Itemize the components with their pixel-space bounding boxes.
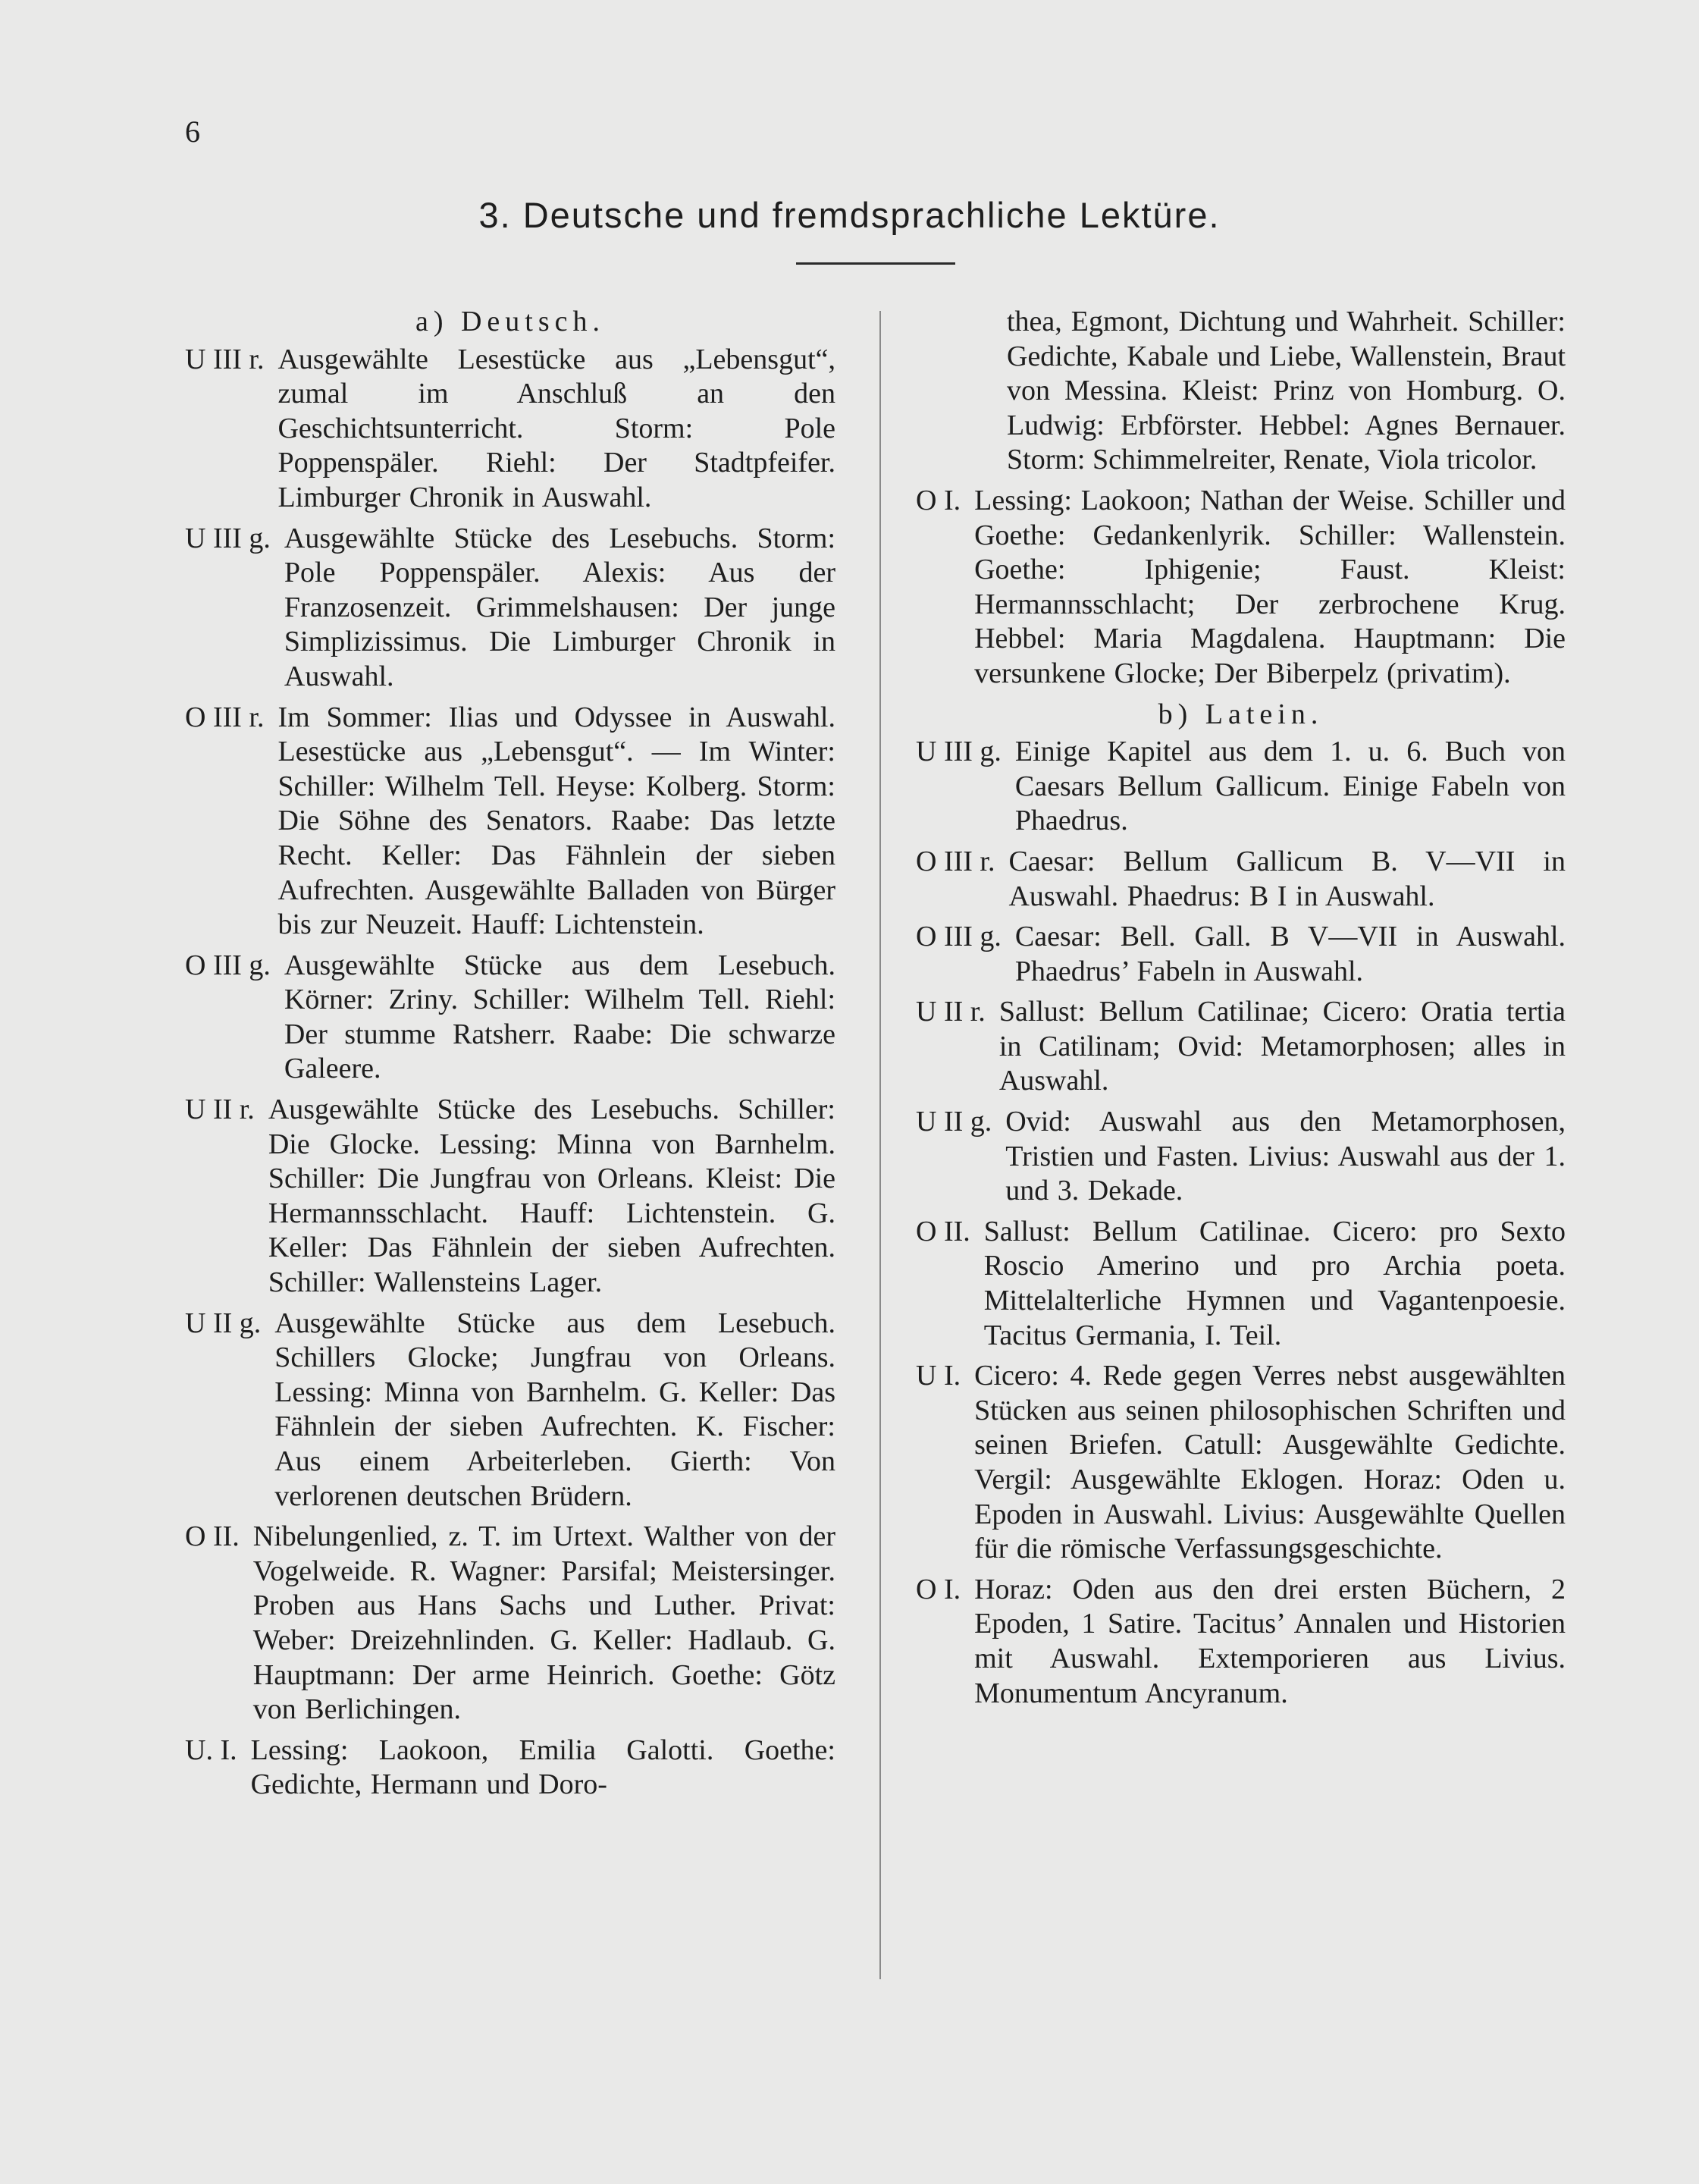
class-label: O III r. [185,701,265,733]
list-item [916,920,1566,989]
class-label: U. I. [185,1734,237,1766]
reading-list: Sallust: Bellum Catilinae; Cicero: Oratia tertia in Catilinam; Ovid: Metamorphosen; alles in Auswahl. [998,996,1566,1097]
class-label: O II. [185,1520,240,1553]
list-item [916,1359,1566,1567]
reading-list: Im Sommer: Ilias und Odyssee in Auswahl. Lesestücke aus „Lebensgut“. — Im Winter: Schiller: Wilhelm Tell. Heyse: Kolberg. Storm: Die Söhne des Senators. Raabe: Das letzte Recht. Keller: Das Fähnlein der sieben Aufrechten. Ausgewählte Balladen von Bürger bis zur Neuzeit. Hauff: Lichtenstein. [277,701,835,941]
class-label: O II. [916,1215,970,1247]
class-label: U III g. [185,522,271,554]
reading-list: Einige Kapitel aus dem 1. u. 6. Buch von Caesars Bellum Gallicum. Einige Fabeln von Phaedrus. [1014,736,1566,837]
class-label: U II g. [916,1106,992,1138]
title-rule [796,262,955,265]
reading-list: Lessing: Laokoon, Emilia Galotti. Goethe: Gedichte, Hermann und Doro- [250,1734,835,1801]
page-title: 3. Deutsche und fremdsprachliche Lektüre. [478,195,1221,235]
continued-text: thea, Egmont, Dichtung und Wahrheit. Schiller: Gedichte, Kabale und Liebe, Wallenstein, Braut von Messina. Kleist: Prinz von Homburg. O. Ludwig: Erbförster. Hebbel: Agnes Bernauer. Storm: Schimmelreiter, Renate, Viola tricolor. [1007,306,1566,476]
list-item [916,484,1566,692]
list-item [916,845,1566,914]
list-item [916,735,1566,839]
list-item [185,1520,835,1727]
reading-list: Ausgewählte Stücke des Lesebuchs. Storm: Pole Poppenspäler. Alexis: Aus der Franzosenzeit. Grimmelshausen: Der junge Simplizissimus. Die Limburger Chronik in Auswahl. [284,522,835,692]
list-item [185,343,835,516]
class-label: U III g. [916,736,1002,768]
class-label: U II r. [916,996,986,1028]
list-item [185,1307,835,1514]
class-label: O III g. [916,921,1002,953]
reading-list: Horaz: Oden aus den drei ersten Büchern, 2 Epoden, 1 Satire. Tacitus’ Annalen und Historien mit Auswahl. Extemporieren aus Livius. Monumentum Ancyranum. [974,1573,1566,1709]
section-heading-deutsch: a) Deutsch. [415,306,606,337]
class-label: O III r. [916,845,995,877]
left-column [185,305,835,1809]
class-label: U II g. [185,1307,262,1339]
list-item [185,949,835,1087]
list-item [916,1573,1566,1711]
reading-list: Nibelungenlied, z. T. im Urtext. Walther von der Vogelweide. R. Wagner: Parsifal; Meistersinger. Proben aus Hans Sachs und Luther. Privat: Weber: Dreizehnlinden. G. Keller: Hadlaub. G. Hauptmann: Der arme Heinrich. Goethe: Götz von Berlichingen. [252,1520,835,1726]
reading-list: Ausgewählte Lesestücke aus „Lebensgut“, zumal im Anschluß an den Geschichtsunterricht. Storm: Pole Poppenspäler. Riehl: Der Stadtpfeifer. Limburger Chronik in Auswahl. [277,343,835,513]
column-divider [879,311,881,1979]
list-item [185,1093,835,1301]
class-label: O I. [916,1573,961,1605]
list-item [185,1734,835,1803]
list-item [916,1215,1566,1353]
section-heading-latein: b) Latein. [1158,698,1324,730]
reading-list: Sallust: Bellum Catilinae. Cicero: pro Sexto Roscio Amerino und pro Archia poeta. Mittelalterliche Hymnen und Vagantenpoesie. Tacitus Germania, I. Teil. [983,1215,1566,1351]
reading-list: Ausgewählte Stücke aus dem Lesebuch. Körner: Zriny. Schiller: Wilhelm Tell. Riehl: Der stumme Ratsherr. Raabe: Die schwarze Galeere. [284,949,835,1085]
reading-list: Ausgewählte Stücke des Lesebuchs. Schiller: Die Glocke. Lessing: Minna von Barnhelm. Schiller: Die Jungfrau von Orleans. Kleist: Die Hermannsschlacht. Hauff: Lichtenstein. G. Keller: Das Fähnlein der sieben Aufrechten. Schiller: Wallensteins Lager. [268,1094,835,1299]
class-label: O I. [916,484,961,516]
class-label: O III g. [185,949,271,981]
list-item [185,701,835,943]
page-number: 6 [185,115,200,149]
class-label: U I. [916,1360,961,1392]
list-item [185,522,835,695]
reading-list: Ausgewählte Stücke aus dem Lesebuch. Schillers Glocke; Jungfrau von Orleans. Lessing: Minna von Barnhelm. G. Keller: Das Fähnlein der sieben Aufrechten. K. Fischer: Aus einem Arbeiterleben. Gierth: Von verlorenen deutschen Brüdern. [274,1307,835,1512]
list-item [916,1105,1566,1209]
reading-list: Lessing: Laokoon; Nathan der Weise. Schiller und Goethe: Gedankenlyrik. Schiller: Wallenstein. Goethe: Iphigenie; Faust. Kleist: Hermannsschlacht; Der zerbrochene Krug. Hebbel: Maria Magdalena. Hauptmann: Die versunkene Glocke; Der Biberpelz (privatim). [974,484,1566,689]
list-item [916,995,1566,1099]
class-label: U III r. [185,343,265,375]
right-column [916,305,1566,1717]
class-label: U II r. [185,1094,255,1126]
reading-list: Caesar: Bell. Gall. B V—VII in Auswahl. Phaedrus’ Fabeln in Auswahl. [1014,921,1566,987]
reading-list: Ovid: Auswahl aus den Metamorphosen, Tristien und Fasten. Livius: Auswahl aus der 1. und 3. Dekade. [1005,1106,1566,1207]
reading-list: Cicero: 4. Rede gegen Verres nebst ausgewählten Stücken aus seinen philosophischen Schriften und seinen Briefen. Catull: Ausgewählte Gedichte. Vergil: Ausgewählte Eklogen. Horaz: Oden u. Epoden in Auswahl. Livius: Ausgewählte Quellen für die römische Verfassungsgeschichte. [974,1360,1566,1565]
reading-list: Caesar: Bellum Gallicum B. V—VII in Auswahl. Phaedrus: B I in Auswahl. [1008,845,1566,912]
